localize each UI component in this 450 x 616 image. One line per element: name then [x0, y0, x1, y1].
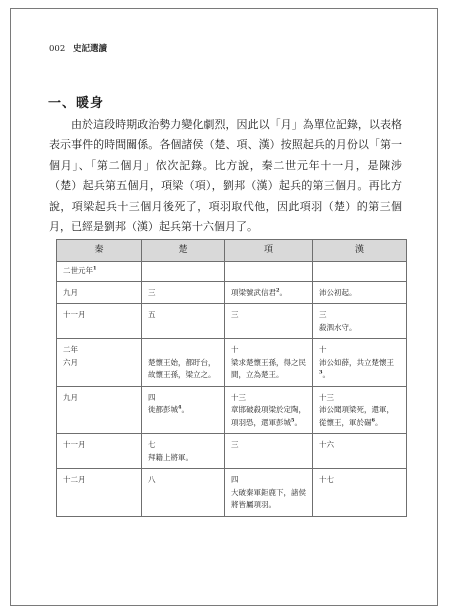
- table-row: [57, 304, 407, 339]
- xiang-cell: 四 大破秦軍鉅鹿下，諸侯將皆屬項羽。: [225, 469, 313, 517]
- chu-cell: 八: [142, 469, 225, 517]
- han-cell: 沛公初起。: [313, 281, 407, 304]
- intro-paragraph: 由於這段時期政治勢力變化劇烈，因此以「月」為單位記錄，以表格表示事件的時間關係。各個諸侯（楚、項、漢）按照起兵的月份以「第一個月」、「第二個月」依次記錄。比方說，秦二世元年十一月，是陳涉（楚）起兵第五個月，項梁（項），劉邦（漢）起兵的第三個月。再比方說，項梁起兵十三個月後死了，項羽取代他，因此項羽（楚）的第三個月，已經是劉邦（漢）起兵第十六個月了。: [49, 118, 402, 234]
- running-header: [49, 42, 107, 54]
- table-row: [57, 469, 407, 517]
- empty-cell: [142, 262, 225, 282]
- qin-cell: 二年 六月: [57, 339, 142, 387]
- era-label: 二世元年: [63, 266, 93, 275]
- page-number: 002: [49, 44, 66, 54]
- qin-cell: 十一月: [57, 434, 142, 469]
- empty-cell: [313, 262, 407, 282]
- xiang-cell: 三: [225, 434, 313, 469]
- chu-cell: 五: [142, 304, 225, 339]
- footnote-marker: 5: [291, 417, 295, 423]
- column-header-han: 漢: [313, 240, 407, 262]
- qin-cell: 九月: [57, 281, 142, 304]
- table-header-row: [57, 240, 407, 262]
- han-cell: 十七: [313, 469, 407, 517]
- era-label-cell: [57, 262, 142, 282]
- footnote-marker: 4: [178, 404, 182, 411]
- footnote-marker: 6: [371, 417, 375, 423]
- han-cell: 十三 沛公聞項梁死，還軍，從懷王，軍於碭$^6$。: [313, 386, 407, 434]
- section-title: 一、暖身: [48, 96, 105, 111]
- book-title: 史記選讀: [72, 44, 107, 54]
- column-header-qin: 秦: [57, 240, 142, 262]
- chu-cell: 三: [142, 281, 225, 304]
- table-row: [57, 262, 407, 282]
- table-row: [57, 386, 407, 434]
- qin-cell: 十一月: [57, 304, 142, 339]
- chu-cell: 楚懷王始，都盱台，故懷王孫，梁立之。: [142, 339, 225, 387]
- han-cell: 十 沛公如薛，共立楚懷王$^3$。: [313, 339, 407, 387]
- han-cell: 十六: [313, 434, 407, 469]
- xiang-cell: 十 梁求楚懷王孫，得之民間，立為楚王。: [225, 339, 313, 387]
- chu-cell: 七 拜籍上將軍。: [142, 434, 225, 469]
- footnote-marker: 2: [276, 287, 280, 293]
- table-row: [57, 434, 407, 469]
- table-row: [57, 339, 407, 387]
- chronology-table: [56, 239, 407, 517]
- xiang-cell: 三: [225, 304, 313, 339]
- table-row: [57, 281, 407, 304]
- han-cell: 三 殺泗水守。: [313, 304, 407, 339]
- column-header-chu: 楚: [142, 240, 225, 262]
- xiang-cell: 十三 章邯破殺項梁於定陶，項羽恐，還軍彭城$^5$。: [225, 386, 313, 434]
- chu-cell: 四 徙都彭城$^4$。: [142, 386, 225, 434]
- qin-cell: 十二月: [57, 469, 142, 517]
- footnote-marker: 3: [319, 369, 323, 376]
- column-header-xiang: 項: [225, 240, 313, 262]
- empty-cell: [225, 262, 313, 282]
- xiang-cell: 項梁號武信君$^2$。: [225, 281, 313, 304]
- qin-cell: 九月: [57, 386, 142, 434]
- footnote-marker: 1: [93, 265, 97, 272]
- chronology-table-container: [56, 239, 406, 517]
